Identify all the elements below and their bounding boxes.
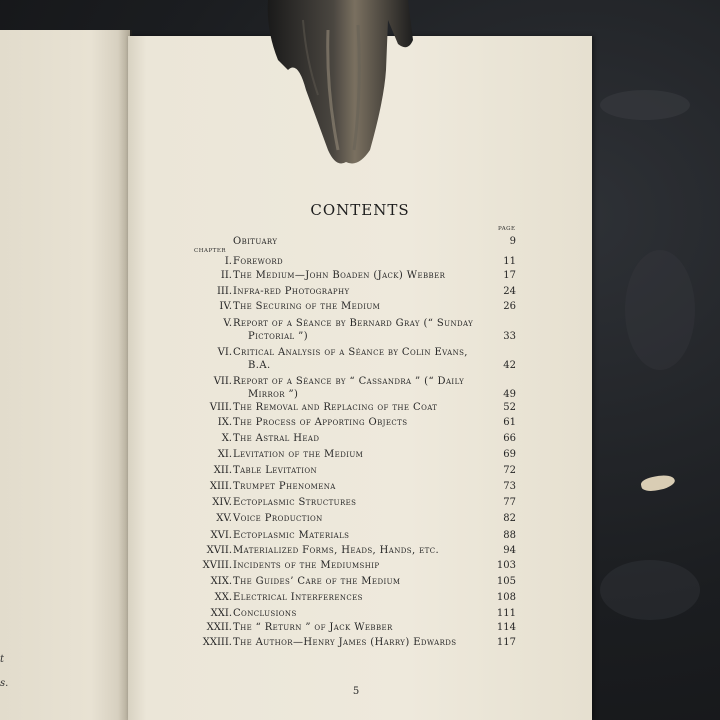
toc-chapter-number: II. <box>220 270 232 281</box>
toc-chapter-title-continued: B.A. <box>248 360 271 371</box>
toc-page-number: 61 <box>503 417 516 428</box>
toc-page-number: 88 <box>503 530 516 541</box>
toc-page-number: 26 <box>503 301 516 312</box>
toc-chapter-number: XIV. <box>212 497 232 508</box>
toc-page-number: 69 <box>503 449 516 460</box>
toc-chapter-title-continued: Pictorial ”) <box>248 331 308 342</box>
toc-page-number: 73 <box>503 481 516 492</box>
toc-chapter-title: Incidents of the Mediumship <box>233 560 380 571</box>
toc-chapter-title: Report of a Séance by “ Cassandra ” (“ Daily <box>233 376 465 387</box>
surface-scuff <box>600 90 690 120</box>
toc-page-number: 33 <box>503 331 516 342</box>
toc-chapter-title: Voice Production <box>233 513 323 524</box>
toc-chapter-title: Trumpet Phenomena <box>233 481 336 492</box>
surface-scuff <box>600 560 700 620</box>
toc-chapter-number: XIX. <box>210 576 232 587</box>
toc-chapter-number: XX. <box>214 592 232 603</box>
toc-chapter-title: Materialized Forms, Heads, Hands, etc. <box>233 545 440 556</box>
toc-chapter-number: XI. <box>217 449 232 460</box>
toc-page-number: 24 <box>503 286 516 297</box>
toc-chapter-number: XXI. <box>210 608 232 619</box>
left-page-fragment: t <box>0 654 5 665</box>
toc-page-number: 108 <box>496 592 516 603</box>
toc-chapter-title: The Astral Head <box>233 433 320 444</box>
toc-chapter-number: XXII. <box>206 622 232 633</box>
bronze-hand-bookmark <box>258 0 418 170</box>
toc-chapter-number: I. <box>224 256 232 267</box>
toc-chapter-number: XVII. <box>206 545 232 556</box>
toc-chapter-title: The Medium—John Boaden (Jack) Webber <box>233 270 446 281</box>
toc-chapter-number: IX. <box>217 417 232 428</box>
toc-chapter-title: Obituary <box>233 236 278 247</box>
contents-heading: CONTENTS <box>310 201 410 219</box>
toc-chapter-number: XV. <box>216 513 232 524</box>
left-page-fragment: s. <box>0 678 9 689</box>
toc-chapter-title: Critical Analysis of a Séance by Colin Evans, <box>233 347 468 358</box>
toc-chapter-title: Electrical Interferences <box>233 592 363 603</box>
toc-page-number: 105 <box>496 576 516 587</box>
toc-chapter-number: XXIII. <box>202 637 232 648</box>
toc-chapter-number: VII. <box>213 376 232 387</box>
toc-chapter-title: Ectoplasmic Structures <box>233 497 357 508</box>
toc-chapter-number: X. <box>221 433 232 444</box>
toc-chapter-title: Conclusions <box>233 608 297 619</box>
toc-chapter-title: Table Levitation <box>233 465 318 476</box>
toc-page-number: 11 <box>503 256 516 267</box>
toc-chapter-title: The “ Return ” of Jack Webber <box>233 622 393 633</box>
toc-chapter-number: III. <box>216 286 232 297</box>
toc-page-number: 77 <box>503 497 516 508</box>
page-column-label: PAGE <box>498 226 516 232</box>
toc-chapter-title: The Process of Apporting Objects <box>233 417 408 428</box>
toc-chapter-number: XVI. <box>210 530 232 541</box>
toc-page-number: 114 <box>496 622 516 633</box>
toc-chapter-title: The Securing of the Medium <box>233 301 381 312</box>
toc-page-number: 94 <box>503 545 516 556</box>
surface-scuff <box>625 250 695 370</box>
toc-chapter-title: Report of a Séance by Bernard Gray (“ Sunday <box>233 318 474 329</box>
toc-page-number: 117 <box>496 637 516 648</box>
toc-page-number: 9 <box>509 236 516 247</box>
toc-chapter-title: Levitation of the Medium <box>233 449 364 460</box>
toc-page-number: 42 <box>503 360 516 371</box>
toc-chapter-title-continued: Mirror ”) <box>248 389 299 400</box>
toc-page-number: 72 <box>503 465 516 476</box>
toc-page-number: 49 <box>503 389 516 400</box>
toc-chapter-title: Foreword <box>233 256 284 267</box>
toc-page-number: 66 <box>503 433 516 444</box>
toc-chapter-title: The Removal and Replacing of the Coat <box>233 402 438 413</box>
toc-chapter-title: The Author—Henry James (Harry) Edwards <box>233 637 457 648</box>
toc-chapter-title: Ectoplasmic Materials <box>233 530 350 541</box>
toc-chapter-number: XVIII. <box>202 560 232 571</box>
toc-chapter-number: VI. <box>217 347 232 358</box>
toc-page-number: 103 <box>496 560 516 571</box>
left-page <box>0 30 130 720</box>
toc-page-number: 17 <box>503 270 516 281</box>
toc-chapter-title: The Guides’ Care of the Medium <box>233 576 401 587</box>
chapter-column-label: CHAPTER <box>194 248 227 254</box>
toc-page-number: 111 <box>496 608 516 619</box>
toc-chapter-number: XIII. <box>209 481 232 492</box>
toc-chapter-number: VIII. <box>209 402 232 413</box>
toc-chapter-number: XII. <box>213 465 232 476</box>
toc-page-number: 82 <box>503 513 516 524</box>
paper-speck <box>640 473 676 494</box>
toc-chapter-number: V. <box>223 318 232 329</box>
toc-chapter-title: Infra-red Photography <box>233 286 350 297</box>
toc-chapter-number: IV. <box>219 301 232 312</box>
page-number: 5 <box>352 686 360 697</box>
toc-page-number: 52 <box>503 402 516 413</box>
